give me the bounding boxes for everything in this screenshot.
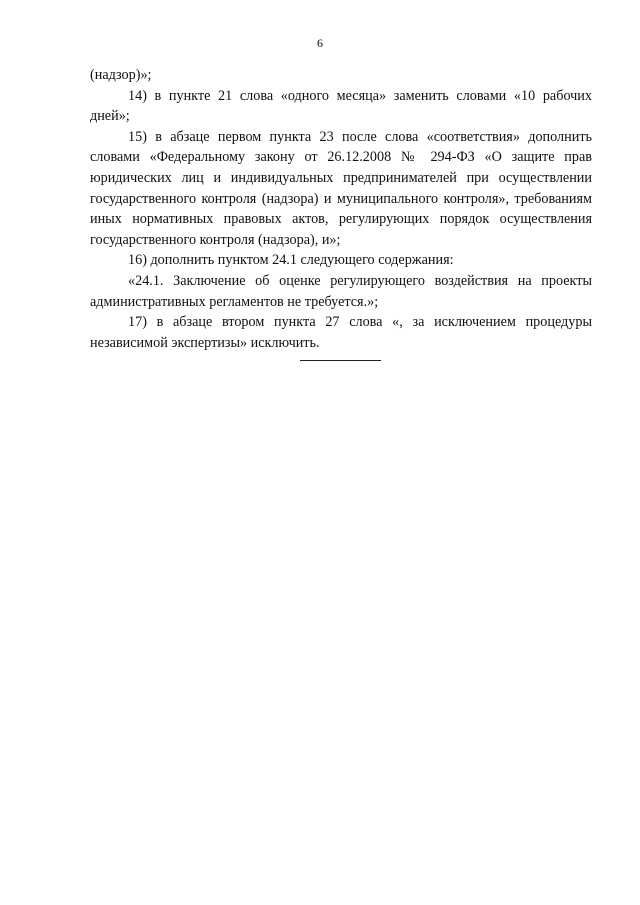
page-number: 6 bbox=[317, 36, 323, 50]
paragraph-item-16: 16) дополнить пунктом 24.1 следующего содержания: bbox=[128, 252, 454, 269]
paragraph-continuation: (надзор)»; bbox=[90, 67, 152, 83]
paragraph-quote-24-1: «24.1. Заключение об оценке регулирующего воздействия на проекты административных регламентов не требуется.»; bbox=[90, 272, 592, 310]
paragraph-item-14: 14) в пункте 21 слова «одного месяца» заменить словами «10 рабочих дней»; bbox=[90, 87, 592, 125]
paragraph-item-17: 17) в абзаце втором пункта 27 слова «, за исключением процедуры независимой экспертизы» исключить. bbox=[90, 314, 592, 351]
document-body bbox=[90, 65, 592, 353]
end-of-text-divider bbox=[300, 360, 381, 361]
paragraph-item-15: 15) в абзаце первом пункта 23 после слова «соответствия» дополнить словами «Федеральному закону от 26.12.2008 № 294-ФЗ «О защите прав юридических лиц и индивидуальных предпринимателей при осуществлении государственного контроля (надзора) и муниципального контроля», требованиям иных нормативных правовых актов, регулирующих порядок осуществления государственного контроля (надзора), и»; bbox=[90, 128, 592, 248]
